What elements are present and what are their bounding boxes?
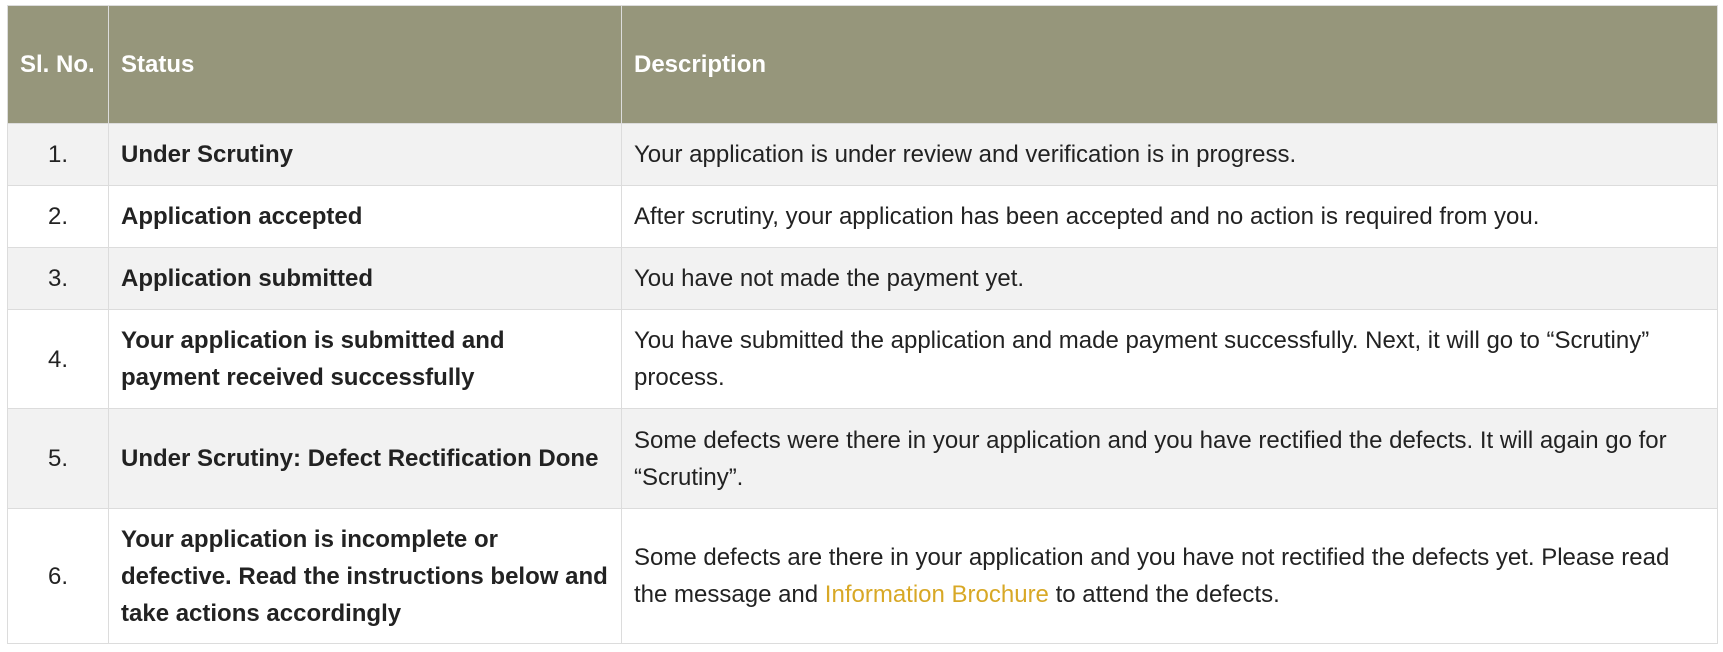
table-row	[8, 124, 1718, 186]
header-description: Description	[622, 6, 1718, 124]
description-text-before: Some defects are there in your application and you have not rectified the defects yet. Please read the message and	[634, 544, 1670, 608]
table-row	[8, 186, 1718, 248]
row-status: Application submitted	[109, 248, 622, 310]
row-number: 3.	[8, 248, 109, 310]
row-status: Application accepted	[109, 186, 622, 248]
row-description	[622, 509, 1718, 644]
status-table-container	[7, 5, 1717, 644]
information-brochure-link[interactable]: Information Brochure	[824, 581, 1049, 608]
row-number: 2.	[8, 186, 109, 248]
header-status: Status	[109, 6, 622, 124]
row-description: Some defects were there in your application and you have rectified the defects. It will again go for “Scrutiny”.	[622, 409, 1718, 509]
row-status: Your application is submitted and payment received successfully	[109, 310, 622, 409]
header-sl-no: Sl. No.	[8, 6, 109, 124]
row-status: Your application is incomplete or defective. Read the instructions below and take actions accordingly	[109, 509, 622, 644]
table-row	[8, 409, 1718, 509]
description-text-after: to attend the defects.	[1048, 581, 1280, 608]
row-number: 1.	[8, 124, 109, 186]
row-number: 4.	[8, 310, 109, 409]
table-row	[8, 248, 1718, 310]
row-status: Under Scrutiny	[109, 124, 622, 186]
table-row	[8, 310, 1718, 409]
status-table	[7, 5, 1718, 644]
row-status: Under Scrutiny: Defect Rectification Done	[109, 409, 622, 509]
row-description: You have not made the payment yet.	[622, 248, 1718, 310]
row-number: 5.	[8, 409, 109, 509]
row-description: After scrutiny, your application has been accepted and no action is required from you.	[622, 186, 1718, 248]
row-description: You have submitted the application and made payment successfully. Next, it will go to “Scrutiny” process.	[622, 310, 1718, 409]
table-header-row	[8, 6, 1718, 124]
row-number: 6.	[8, 509, 109, 644]
row-description: Your application is under review and verification is in progress.	[622, 124, 1718, 186]
table-row	[8, 509, 1718, 644]
